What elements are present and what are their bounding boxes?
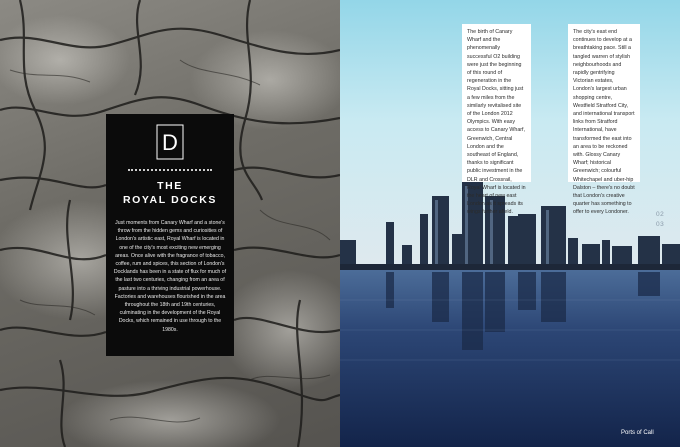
title-line-2: ROYAL DOCKS — [122, 194, 218, 206]
column-2-paragraph: The city's east end continues to develop at a breathtaking pace. Still a tangled warren of stylish neighbourhoods and rapidly gentrifying Victorian estates, London's largest urban shopping centre, Westfield Stratford City, and international transport links from Stratford International, have transformed the east into an area to be reckoned with. Glossy Canary Wharf; historical Greenwich; colourful Whitechapel and uber-hip Dalston – there's no doubt that London's creative quarter has something to offer to every Londoner. — [573, 29, 635, 216]
svg-text:D: D — [162, 130, 178, 155]
text-column-1 — [462, 24, 531, 216]
title-line-1: THE — [157, 180, 183, 192]
footer-section-label: Ports of Call — [621, 430, 654, 436]
royal-docks-logo-icon — [156, 124, 184, 160]
page-number-right: 03 — [656, 221, 665, 228]
column-1-paragraph: The birth of Canary Wharf and the phenomenally successful O2 building were just the beginning of this round of regeneration in the Royal Docks, sitting just a few miles from the similarly revitalised site of the London 2012 Olympics. With easy access to Canary Wharf, Greenwich, Central London and the southeast of England, thanks to significant public investment in the DLR and Crossrail, Royal Wharf is located in the heart of new east London as it spreads its wings further afield. — [467, 29, 526, 216]
page-number-left: 02 — [656, 211, 665, 218]
text-column-2 — [568, 24, 640, 216]
intro-panel — [106, 114, 234, 356]
dotted-divider — [128, 169, 212, 171]
intro-paragraph: Just moments from Canary Wharf and a stone's throw from the hidden gems and curiosities of London's artistic east, Royal Wharf is located in one of the city's most exciting new emerging areas. Once alive with the fragrance of tobacco, coffee, rum and spices, this section of London's Docklands has been in a state of flux for much of the last two centuries, changing from an area of pasture into a thriving industrial powerhouse. Factories and warehouses flourished in the area throughout the 18th and 19th centuries, culminating in the development of the Royal Docks, which remained in use through to the 1980s. — [113, 220, 227, 333]
right-page — [340, 0, 680, 447]
